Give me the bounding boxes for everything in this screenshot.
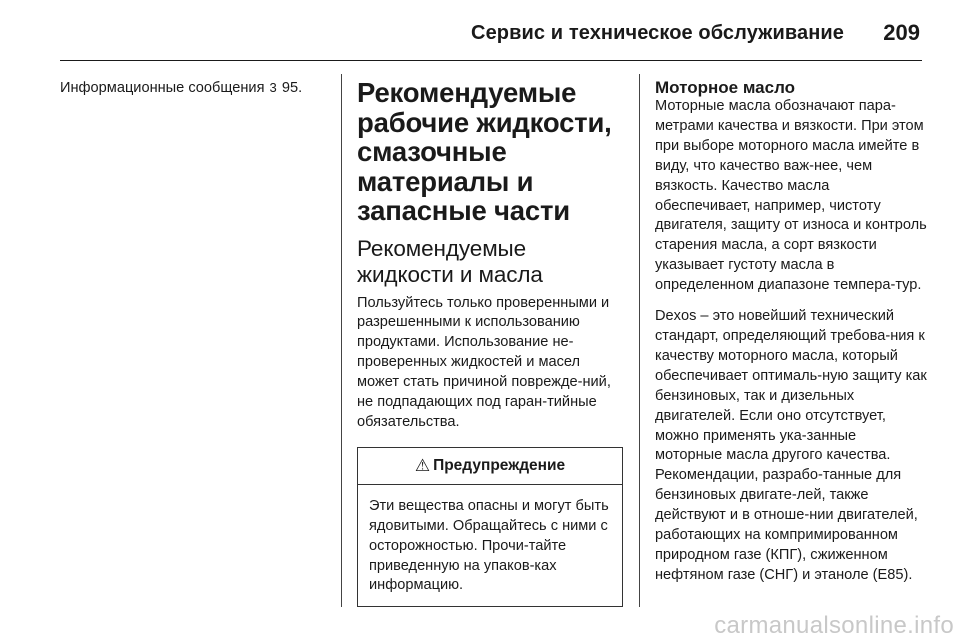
paragraph-spacer <box>655 296 927 307</box>
warning-body <box>358 485 622 607</box>
sub-heading: Рекомендуемые жидкости и масла <box>357 235 543 287</box>
main-heading: Рекомендуемые рабочие жидкости, смазочные материалы и запасные части <box>357 77 612 226</box>
column-divider-1 <box>341 74 342 607</box>
page-header <box>60 12 922 61</box>
page-number: 209 <box>883 20 920 45</box>
warning-triangle-icon: ⚠ <box>414 455 431 475</box>
warning-text: Эти вещества опасны и могут быть ядовитыми. Обращайтесь с ними с осторожностью. Прочи-тайте приведенную на упаков-ках информацию. <box>369 497 609 594</box>
cross-reference <box>60 78 338 99</box>
column-divider-2 <box>639 74 640 607</box>
motor-oil-paragraph-2: Dexos – это новейший технический стандарт, определяющий требова-ния к качеству моторного масла, который обеспечивает оптималь-ную защиту как бензиновых, так и дизельных двигателей. Если оно отсутствует, можно применять ука-занные моторные масла другого качества. Рекомендации, разрабо-танные для бензиновых двигате-лей, также действуют и в отноше-нии двигателей, работающих на компримированном природном газе (КПГ), сжиженном нефтяном газе (СНГ) и этаноле (E85). <box>655 308 927 583</box>
column-middle <box>357 78 623 607</box>
warning-box <box>357 447 623 608</box>
intro-paragraph: Пользуйтесь только проверенными и разрешенными к использованию продуктами. Использование не-проверенных жидкостей и масел может стать причиной поврежде-ний, не подпадающих под гаран-тийные обязательства. <box>357 294 611 430</box>
section-title: Сервис и техническое обслуживание <box>471 22 844 44</box>
cross-reference-text: Информационные сообщения <box>60 80 265 96</box>
motor-oil-heading: Моторное масло <box>655 78 796 97</box>
motor-oil-paragraph-1: Моторные масла обозначают пара-метрами качества и вязкости. При этом при выборе моторного масла имейте в виду, что качество важ-нее, чем вязкость. Качество масла обеспечивает, например, чистоту двигателя, защиту от износа и контроль старения масла, а сорт вязкости указывает густоту масла в определенном диапазоне темпера-тур. <box>655 98 927 294</box>
watermark: carmanualsonline.info <box>714 612 954 639</box>
column-right <box>655 78 927 586</box>
column-left <box>60 78 338 99</box>
cross-reference-page[interactable]: 95. <box>281 80 303 96</box>
arrow-reference-icon: 3 <box>269 80 277 95</box>
warning-title: Предупреждение <box>433 456 566 474</box>
warning-header <box>358 448 622 485</box>
